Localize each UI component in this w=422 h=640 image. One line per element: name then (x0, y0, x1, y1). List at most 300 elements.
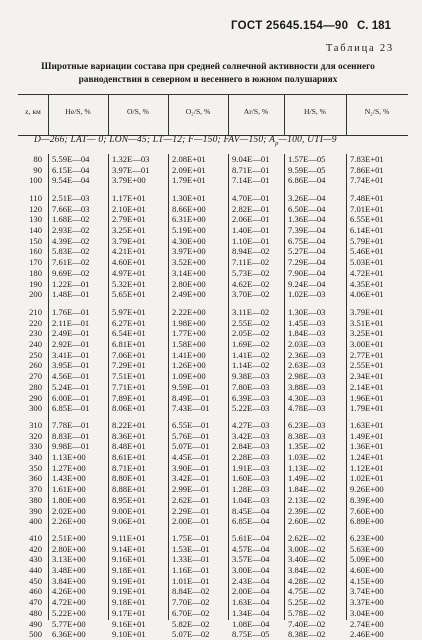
value-cell: 7.71E+01 (112, 381, 146, 392)
value-cell: 3.74E+00 (350, 586, 384, 597)
value-cell: 7.11E—02 (232, 257, 270, 268)
value-cell: 2.84E—03 (232, 441, 270, 452)
value-cell: 3.14E+00 (172, 267, 206, 278)
value-cell: 8.06E+01 (112, 403, 146, 414)
value-cell: 2.63E—03 (288, 360, 326, 371)
value-cell: 1.60E—03 (232, 473, 270, 484)
table-row (18, 441, 408, 452)
value-cell: 9.59E—05 (288, 164, 326, 175)
row-group (18, 307, 408, 414)
value-cell: 6.14E+01 (350, 225, 384, 236)
value-cell: 7.60E+00 (350, 505, 384, 516)
table-row (18, 506, 408, 517)
altitude-cell: 170 (29, 257, 42, 268)
table-row (18, 393, 408, 404)
value-cell: 2.34E+01 (350, 371, 384, 382)
altitude-cell: 160 (29, 246, 42, 257)
value-cell: 9.14E+01 (112, 543, 146, 554)
table-row (18, 214, 408, 225)
altitude-cell: 290 (29, 392, 42, 403)
table-row (18, 576, 408, 587)
value-cell: 2.28E—03 (232, 452, 270, 463)
table-row (18, 225, 408, 236)
value-cell: 2.11E—01 (52, 317, 90, 328)
value-cell: 2.77E+01 (350, 349, 384, 360)
value-cell: 1.40E—01 (232, 225, 270, 236)
value-cell: 3.25E+01 (350, 328, 384, 339)
value-cell: 7.29E+01 (112, 360, 146, 371)
table-row (18, 629, 408, 640)
value-cell: 2.51E—03 (52, 193, 90, 203)
value-cell: 9.38E—03 (232, 371, 270, 382)
value-cell: 1.10E—01 (232, 235, 270, 246)
value-cell: 6.75E—04 (288, 235, 326, 246)
table-row (18, 154, 408, 165)
value-cell: 3.26E—04 (288, 193, 326, 203)
value-cell: 3.42E—01 (172, 473, 210, 484)
value-cell: 4.72E+00 (52, 597, 86, 608)
altitude-cell: 110 (29, 193, 42, 203)
table-row (18, 350, 408, 361)
value-cell: 1.09E+00 (172, 371, 206, 382)
value-cell: 3.00E—04 (232, 565, 270, 576)
value-cell: 4.06E+01 (350, 289, 384, 300)
table-row (18, 307, 408, 318)
value-cell: 5.07E—02 (172, 629, 210, 640)
value-cell: 1.34E—04 (232, 607, 270, 618)
table-row (18, 420, 408, 431)
value-cell: 1.58E+00 (172, 339, 206, 350)
value-cell: 5.03E+01 (350, 257, 384, 268)
standard-number: ГОСТ 25645.154—90 (231, 20, 349, 32)
value-cell: 2.62E—02 (288, 533, 326, 543)
value-cell: 5.25E—02 (288, 597, 326, 608)
value-cell: 3.40E—02 (288, 554, 326, 565)
value-cell: 3.48E+00 (52, 565, 86, 576)
value-cell: 3.90E—01 (172, 462, 210, 473)
altitude-cell: 210 (29, 307, 42, 317)
altitude-cell: 480 (29, 607, 42, 618)
value-cell: 3.41E—01 (52, 349, 90, 360)
value-cell: 3.42E—03 (232, 430, 270, 441)
value-cell: 4.39E—02 (52, 235, 90, 246)
table-row (18, 619, 408, 630)
value-cell: 1.02E+01 (350, 473, 384, 484)
value-cell: 1.43E+00 (52, 473, 86, 484)
table-row (18, 403, 408, 414)
altitude-cell: 410 (29, 533, 42, 543)
value-cell: 2.46E+00 (350, 629, 384, 640)
value-cell: 1.36E—04 (288, 214, 326, 225)
value-cell: 6.23E+00 (350, 533, 384, 543)
row-group (18, 420, 408, 527)
value-cell: 9.54E—04 (52, 175, 90, 186)
value-cell: 9.98E—01 (52, 441, 90, 452)
value-cell: 7.61E—02 (52, 257, 90, 268)
altitude-cell: 300 (29, 403, 42, 414)
altitude-cell: 360 (29, 473, 42, 484)
value-cell: 7.48E+01 (350, 193, 384, 203)
value-cell: 3.79E+01 (350, 307, 384, 317)
altitude-cell: 340 (29, 452, 42, 463)
value-cell: 2.51E+00 (52, 533, 86, 543)
value-cell: 1.32E—03 (112, 154, 150, 164)
table-row (18, 165, 408, 176)
value-cell: 1.02E—03 (288, 289, 326, 300)
value-cell: 5.78E—02 (288, 607, 326, 618)
row-group (18, 533, 408, 640)
value-cell: 6.70E—02 (172, 607, 210, 618)
table-caption (18, 61, 398, 87)
value-cell: 2.00E—01 (172, 516, 210, 527)
value-cell: 1.75E—01 (172, 533, 210, 543)
value-cell: 7.43E—01 (172, 403, 210, 414)
model-parameters: D—266; LAT— 0; LON—45; LT—12; F—150; FAV—150; $A_p—100$, UTI—9 (34, 135, 337, 147)
value-cell: 7.89E+01 (112, 392, 146, 403)
value-cell: 9.24E—04 (288, 278, 326, 289)
value-cell: 4.28E—02 (288, 575, 326, 586)
altitude-cell: 80 (33, 154, 42, 164)
value-cell: 4.57E—04 (232, 543, 270, 554)
value-cell: 9.16E+01 (112, 554, 146, 565)
value-cell: 4.15E+00 (350, 575, 384, 586)
header-divider (108, 95, 109, 135)
value-cell: 3.84E—02 (288, 565, 326, 576)
value-cell: 4.56E—01 (52, 371, 90, 382)
value-cell: 8.88E+01 (112, 484, 146, 495)
value-cell: 1.69E—02 (232, 339, 270, 350)
value-cell: 6.36E+00 (52, 629, 86, 640)
value-cell: 5.46E+01 (350, 246, 384, 257)
value-cell: 4.21E+01 (112, 246, 146, 257)
value-cell: 9.04E—01 (232, 154, 270, 164)
value-cell: 4.62E—02 (232, 278, 270, 289)
value-cell: 4.70E—01 (232, 193, 270, 203)
value-cell: 4.72E+01 (350, 267, 384, 278)
value-cell: 5.73E—02 (232, 267, 270, 278)
value-cell: 4.45E—01 (172, 452, 210, 463)
value-cell: 1.63E—04 (232, 597, 270, 608)
table-row (18, 279, 408, 290)
altitude-cell: 430 (29, 554, 42, 565)
value-cell: 5.61E—04 (232, 533, 270, 543)
value-cell: 2.55E+01 (350, 360, 384, 371)
value-cell: 3.97E—01 (112, 164, 150, 175)
value-cell: 3.88E—03 (288, 381, 326, 392)
value-cell: 8.49E—01 (172, 392, 210, 403)
altitude-cell: 280 (29, 381, 42, 392)
altitude-cell: 100 (29, 175, 42, 186)
value-cell: 1.26E+00 (172, 360, 206, 371)
value-cell: 3.04E+00 (350, 607, 384, 618)
altitude-cell: 460 (29, 586, 42, 597)
value-cell: 9.19E+01 (112, 575, 146, 586)
value-cell: 2.09E+01 (172, 164, 206, 175)
value-cell: 1.96E+01 (350, 392, 384, 403)
altitude-cell: 450 (29, 575, 42, 586)
table-row (18, 339, 408, 350)
value-cell: 6.00E—01 (52, 392, 90, 403)
value-cell: 1.80E+00 (52, 494, 86, 505)
table-row (18, 371, 408, 382)
table-label: Таблица 23 (325, 43, 394, 54)
value-cell: 9.18E+01 (112, 565, 146, 576)
value-cell: 7.14E—01 (232, 175, 270, 186)
value-cell: 3.79E+00 (112, 175, 146, 186)
column-header-o2: O₂/S, % (185, 107, 211, 116)
value-cell: 9.00E+01 (112, 505, 146, 516)
value-cell: 5.97E+01 (112, 307, 146, 317)
value-cell: 2.05E—02 (232, 328, 270, 339)
altitude-cell: 350 (29, 462, 42, 473)
value-cell: 2.02E+00 (52, 505, 86, 516)
value-cell: 6.85E—01 (52, 403, 90, 414)
table-row (18, 236, 408, 247)
value-cell: 2.80E+00 (52, 543, 86, 554)
value-cell: 1.36E+01 (350, 441, 384, 452)
value-cell: 2.14E+01 (350, 381, 384, 392)
value-cell: 1.79E+01 (350, 403, 384, 414)
value-cell: 1.12E+01 (350, 462, 384, 473)
caption-line-2: равноденствия в северном и весеннего в южном полушариях (78, 75, 338, 85)
altitude-cell: 240 (29, 339, 42, 350)
header-divider (48, 95, 49, 135)
table-row (18, 431, 408, 442)
altitude-cell: 420 (29, 543, 42, 554)
value-cell: 4.35E+01 (350, 278, 384, 289)
value-cell: 4.60E+00 (350, 565, 384, 576)
table-row (18, 586, 408, 597)
value-cell: 2.49E—01 (52, 328, 90, 339)
value-cell: 1.04E—03 (232, 494, 270, 505)
table-body (18, 154, 408, 640)
value-cell: 9.06E+01 (112, 516, 146, 527)
table-row (18, 597, 408, 608)
value-cell: 2.26E+00 (52, 516, 86, 527)
value-cell: 7.70E—02 (172, 597, 210, 608)
value-cell: 8.38E—03 (288, 430, 326, 441)
altitude-cell: 150 (29, 235, 42, 246)
table-row (18, 608, 408, 619)
value-cell: 8.36E+01 (112, 430, 146, 441)
table-row (18, 473, 408, 484)
value-cell: 7.66E—03 (52, 203, 90, 214)
column-header-ar: Ar/S, % (243, 107, 269, 116)
table-row (18, 452, 408, 463)
value-cell: 3.97E+00 (172, 246, 206, 257)
value-cell: 8.61E+01 (112, 452, 146, 463)
value-cell: 3.57E—04 (232, 554, 270, 565)
value-cell: 7.86E+01 (350, 164, 384, 175)
value-cell: 6.86E—04 (288, 175, 326, 186)
value-cell: 7.06E+01 (112, 349, 146, 360)
value-cell: 3.37E+00 (350, 597, 384, 608)
table-row (18, 175, 408, 186)
altitude-cell: 440 (29, 565, 42, 576)
value-cell: 6.55E—01 (172, 420, 210, 430)
altitude-cell: 90 (33, 164, 42, 175)
altitude-cell: 330 (29, 441, 42, 452)
value-cell: 5.09E+00 (350, 554, 384, 565)
table-header (18, 94, 408, 136)
value-cell: 1.27E+00 (52, 462, 86, 473)
value-cell: 6.81E+01 (112, 339, 146, 350)
row-group (18, 193, 408, 300)
altitude-cell: 190 (29, 278, 42, 289)
value-cell: 2.98E—03 (288, 371, 326, 382)
value-cell: 2.13E—02 (288, 494, 326, 505)
value-cell: 1.28E—03 (232, 484, 270, 495)
column-header-h: H/S, % (304, 107, 326, 116)
value-cell: 6.27E+01 (112, 317, 146, 328)
value-cell: 6.31E+00 (172, 214, 206, 225)
value-cell: 6.54E+01 (112, 328, 146, 339)
value-cell: 2.60E—02 (288, 516, 326, 527)
value-cell: 5.22E+00 (52, 607, 86, 618)
altitude-cell: 470 (29, 597, 42, 608)
page-header (0, 20, 422, 36)
altitude-cell: 270 (29, 371, 42, 382)
table-row (18, 246, 408, 257)
value-cell: 7.74E+01 (350, 175, 384, 186)
altitude-cell: 310 (29, 420, 42, 430)
altitude-cell: 370 (29, 484, 42, 495)
value-cell: 4.26E+00 (52, 586, 86, 597)
value-cell: 5.76E—01 (172, 430, 210, 441)
table-row (18, 533, 408, 544)
header-divider (284, 95, 285, 135)
value-cell: 4.30E—03 (288, 392, 326, 403)
value-cell: 8.80E+01 (112, 473, 146, 484)
value-cell: 1.16E—01 (172, 565, 210, 576)
value-cell: 1.84E—02 (288, 484, 326, 495)
value-cell: 1.63E+01 (350, 420, 384, 430)
table-row (18, 382, 408, 393)
value-cell: 3.00E+01 (350, 339, 384, 350)
value-cell: 7.51E+01 (112, 371, 146, 382)
value-cell: 3.00E—02 (288, 543, 326, 554)
value-cell: 1.53E—01 (172, 543, 210, 554)
value-cell: 1.22E—01 (52, 278, 90, 289)
altitude-cell: 380 (29, 494, 42, 505)
value-cell: 1.79E+01 (172, 175, 206, 186)
table-row (18, 268, 408, 279)
value-cell: 8.71E—01 (232, 164, 270, 175)
value-cell: 2.03E—03 (288, 339, 326, 350)
value-cell: 6.50E—04 (288, 203, 326, 214)
value-cell: 3.13E+00 (52, 554, 86, 565)
value-cell: 1.08E—04 (232, 618, 270, 629)
header-divider (346, 95, 347, 135)
altitude-cell: 130 (29, 214, 42, 225)
value-cell: 1.13E—02 (288, 462, 326, 473)
value-cell: 1.24E+01 (350, 452, 384, 463)
value-cell: 1.33E—01 (172, 554, 210, 565)
value-cell: 3.25E+01 (112, 225, 146, 236)
altitude-cell: 400 (29, 516, 42, 527)
value-cell: 5.79E+01 (350, 235, 384, 246)
table-row (18, 257, 408, 268)
value-cell: 8.38E—02 (288, 629, 326, 640)
table-row (18, 516, 408, 527)
table-row (18, 565, 408, 576)
value-cell: 1.91E—03 (232, 462, 270, 473)
value-cell: 9.10E+01 (112, 629, 146, 640)
value-cell: 8.84E—02 (172, 586, 210, 597)
value-cell: 2.93E—02 (52, 225, 90, 236)
table-row (18, 554, 408, 565)
value-cell: 5.77E+00 (52, 618, 86, 629)
table-row (18, 463, 408, 474)
value-cell: 4.75E—02 (288, 586, 326, 597)
value-cell: 1.03E—02 (288, 452, 326, 463)
altitude-cell: 230 (29, 328, 42, 339)
value-cell: 7.90E—04 (288, 267, 326, 278)
value-cell: 8.39E+00 (350, 494, 384, 505)
altitude-cell: 490 (29, 618, 42, 629)
value-cell: 6.23E—03 (288, 420, 326, 430)
value-cell: 7.83E+01 (350, 154, 384, 164)
value-cell: 8.83E—01 (52, 430, 90, 441)
value-cell: 1.01E—01 (172, 575, 210, 586)
value-cell: 2.43E—04 (232, 575, 270, 586)
value-cell: 1.45E—03 (288, 317, 326, 328)
value-cell: 2.36E—03 (288, 349, 326, 360)
value-cell: 2.55E—02 (232, 317, 270, 328)
table-row (18, 289, 408, 300)
value-cell: 2.10E+01 (112, 203, 146, 214)
value-cell: 9.59E—01 (172, 381, 210, 392)
value-cell: 2.00E—04 (232, 586, 270, 597)
value-cell: 1.13E+00 (52, 452, 86, 463)
altitude-cell: 250 (29, 349, 42, 360)
value-cell: 6.15E—04 (52, 164, 90, 175)
value-cell: 7.78E—01 (52, 420, 90, 430)
value-cell: 6.39E—03 (232, 392, 270, 403)
value-cell: 3.51E+01 (350, 317, 384, 328)
value-cell: 5.82E—02 (172, 618, 210, 629)
value-cell: 2.62E—01 (172, 494, 210, 505)
value-cell: 1.35E—02 (288, 441, 326, 452)
value-cell: 5.59E—04 (52, 154, 90, 164)
value-cell: 5.83E—02 (52, 246, 90, 257)
value-cell: 1.41E—02 (232, 349, 270, 360)
column-header-n2: N₂/S, % (364, 107, 390, 116)
header-divider (168, 95, 169, 135)
value-cell: 9.18E+01 (112, 597, 146, 608)
value-cell: 5.32E+01 (112, 278, 146, 289)
value-cell: 4.27E—03 (232, 420, 270, 430)
value-cell: 8.45E—04 (232, 505, 270, 516)
value-cell: 1.61E+00 (52, 484, 86, 495)
table-row (18, 193, 408, 204)
value-cell: 4.78E—03 (288, 403, 326, 414)
value-cell: 4.60E+01 (112, 257, 146, 268)
page-number: С. 181 (357, 20, 391, 32)
value-cell: 1.76E—01 (52, 307, 90, 317)
column-header-o: O/S, % (127, 107, 149, 116)
altitude-cell: 500 (29, 629, 42, 640)
value-cell: 8.71E+01 (112, 462, 146, 473)
value-cell: 6.85E—04 (232, 516, 270, 527)
table-row (18, 360, 408, 371)
value-cell: 2.79E+01 (112, 214, 146, 225)
value-cell: 4.97E+01 (112, 267, 146, 278)
header-divider (228, 95, 229, 135)
value-cell: 1.49E+01 (350, 430, 384, 441)
value-cell: 8.22E+01 (112, 420, 146, 430)
value-cell: 3.70E—02 (232, 289, 270, 300)
